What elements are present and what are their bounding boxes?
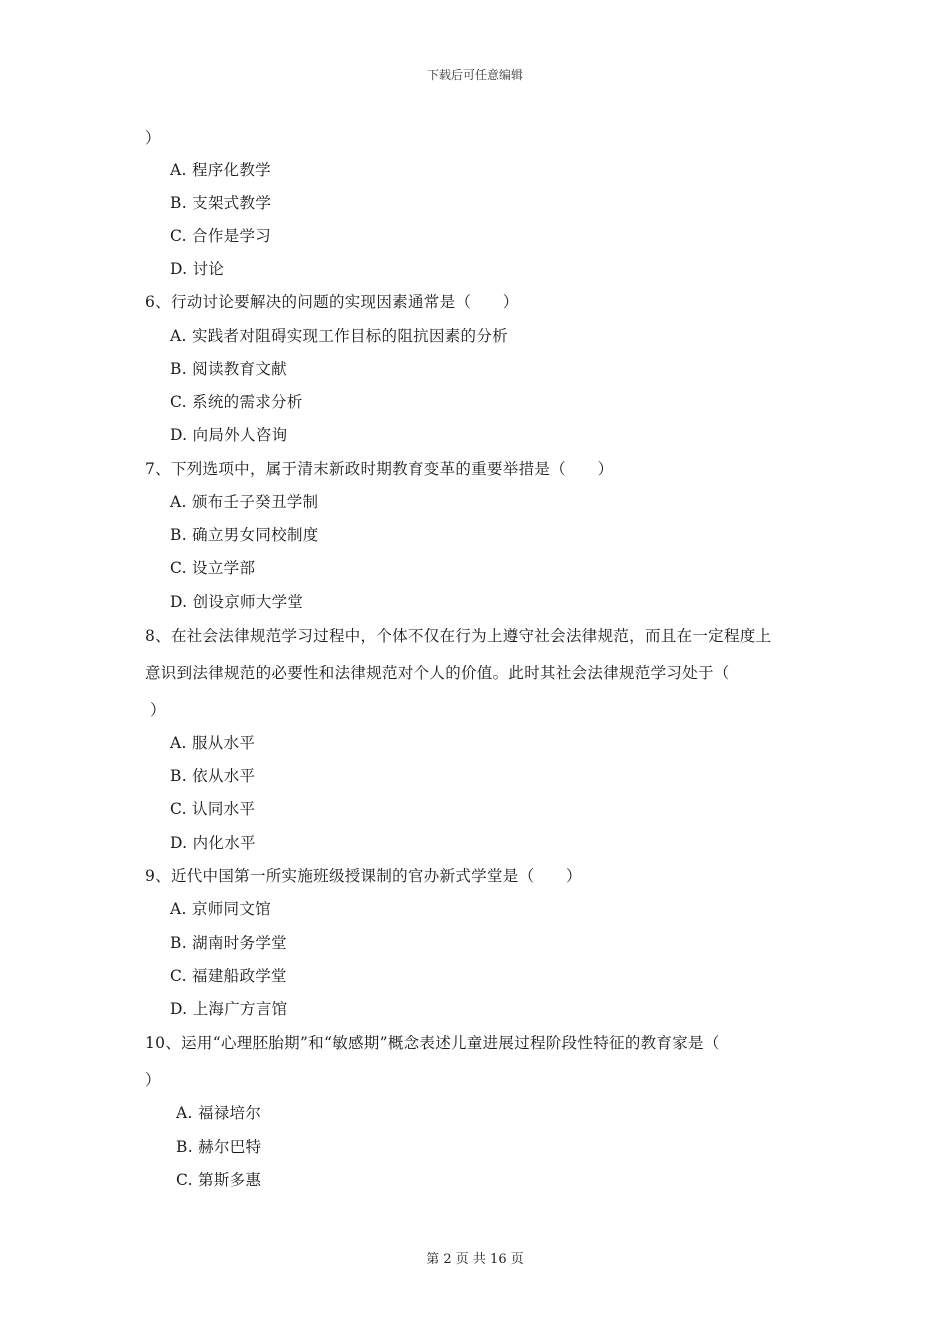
option-10a: A. 福禄培尔	[176, 1104, 262, 1122]
option-9a: A. 京师同文馆	[170, 900, 271, 918]
question-6-stem: 6、行动讨论要解决的问题的实现因素通常是（ ）	[145, 293, 519, 311]
option-5d: D. 讨论	[170, 260, 225, 278]
question-8-stem-line1: 8、在社会法律规范学习过程中，个体不仅在行为上遵守社会法律规范，而且在一定程度上	[145, 627, 772, 645]
option-6a: A. 实践者对阻碍实现工作目标的阻抗因素的分析	[170, 327, 508, 345]
page-header: 下载后可任意编辑	[426, 68, 523, 82]
option-10b: B. 赫尔巴特	[176, 1138, 262, 1156]
question-9-stem: 9、近代中国第一所实施班级授课制的官办新式学堂是（ ）	[145, 867, 582, 885]
option-8b: B. 依从水平	[170, 767, 256, 785]
option-10c: C. 第斯多惠	[176, 1171, 262, 1189]
question-5-close: ）	[145, 129, 161, 147]
option-6b: B. 阅读教育文献	[170, 360, 287, 378]
option-7b: B. 确立男女同校制度	[170, 526, 319, 544]
option-7d: D. 创设京师大学堂	[170, 593, 304, 611]
option-9b: B. 湖南时务学堂	[170, 934, 287, 952]
option-6c: C. 系统的需求分析	[170, 393, 303, 411]
question-8-stem-line2: 意识到法律规范的必要性和法律规范对个人的价值。此时其社会法律规范学习处于（	[145, 664, 730, 682]
option-8a: A. 服从水平	[170, 734, 256, 752]
option-5b: B. 支架式教学	[170, 194, 272, 212]
option-5c: C. 合作是学习	[170, 227, 272, 245]
question-8-stem-line3: ）	[150, 701, 166, 719]
question-10-stem-line1: 10、运用“心理胚胎期”和“敏感期”概念表述儿童进展过程阶段性特征的教育家是（	[145, 1034, 720, 1052]
option-7a: A. 颁布壬子癸丑学制	[170, 493, 319, 511]
option-8c: C. 认同水平	[170, 800, 256, 818]
question-7-stem: 7、下列选项中，属于清末新政时期教育变革的重要举措是（ ）	[145, 460, 614, 478]
option-9d: D. 上海广方言馆	[170, 1000, 288, 1018]
option-6d: D. 向局外人咨询	[170, 426, 288, 444]
option-8d: D. 内化水平	[170, 834, 256, 852]
page-footer: 第 2 页 共 16 页	[426, 1252, 524, 1267]
option-5a: A. 程序化教学	[170, 161, 271, 179]
option-9c: C. 福建船政学堂	[170, 967, 287, 985]
option-7c: C. 设立学部	[170, 559, 256, 577]
question-10-stem-line2: ）	[145, 1071, 161, 1089]
